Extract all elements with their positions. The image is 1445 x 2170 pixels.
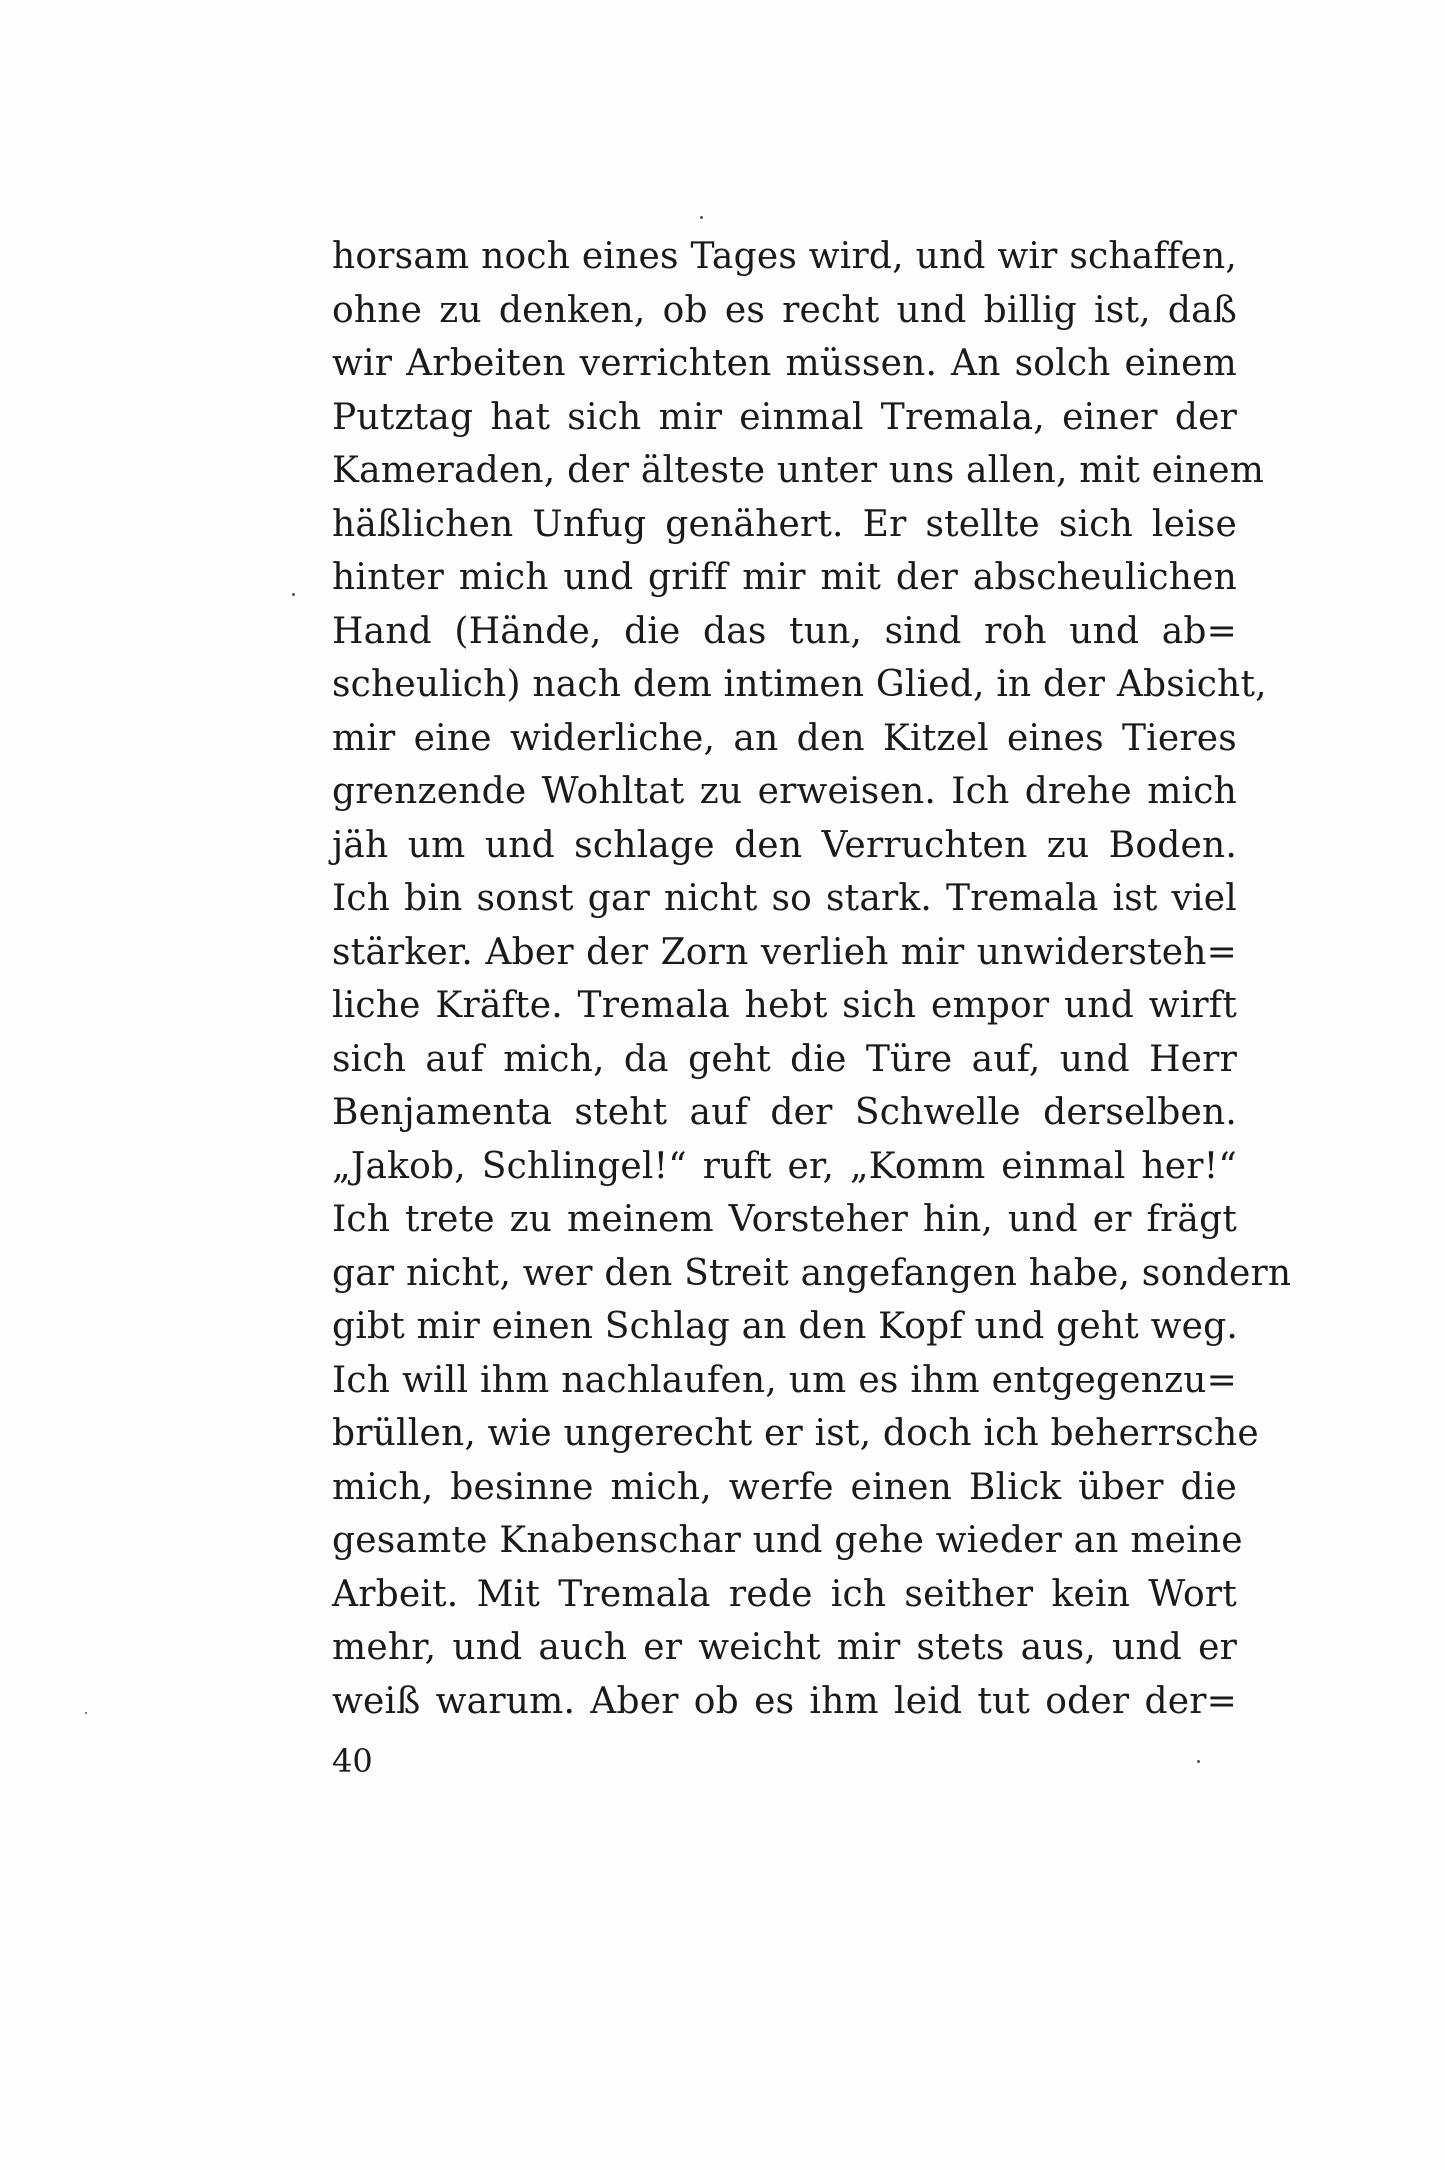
scan-speck: [85, 1712, 87, 1714]
text-line: Kameraden, der älteste unter uns allen, mit einem: [332, 450, 1265, 491]
page-number: 40: [332, 1742, 373, 1780]
text-line: brüllen, wie ungerecht er ist, doch ich beherrsche: [332, 1413, 1259, 1454]
text-line: hinter mich und griff mir mit der abscheulichen: [332, 557, 1237, 598]
text-line: mich, besinne mich, werfe einen Blick über die: [332, 1466, 1237, 1508]
text-line: Benjamenta steht auf der Schwelle derselben.: [332, 1092, 1237, 1133]
text-line: horsam noch eines Tages wird, und wir schaffen,: [332, 236, 1237, 277]
text-line: jäh um und schlage den Verruchten zu Boden.: [332, 824, 1237, 866]
body-text: [332, 230, 1292, 1728]
text-line: Putztag hat sich mir einmal Tremala, einer der: [332, 396, 1237, 438]
text-line: häßlichen Unfug genähert. Er stellte sich leise: [332, 503, 1237, 545]
text-line: gibt mir einen Schlag an den Kopf und geht weg.: [332, 1306, 1239, 1347]
text-line: Ich trete zu meinem Vorsteher hin, und er frägt: [332, 1199, 1237, 1240]
text-line: ohne zu denken, ob es recht und billig ist, daß: [332, 289, 1237, 331]
text-line: sich auf mich, da geht die Türe auf, und Herr: [332, 1038, 1237, 1080]
text-line: stärker. Aber der Zorn verlieh mir unwidersteh=: [332, 931, 1237, 973]
text-line: „Jakob, Schlingel!“ ruft er, „Komm einmal her!“: [332, 1145, 1237, 1187]
text-line: Ich will ihm nachlaufen, um es ihm entgegenzu=: [332, 1359, 1237, 1401]
text-line: wir Arbeiten verrichten müssen. An solch einem: [332, 343, 1237, 384]
text-line: liche Kräfte. Tremala hebt sich empor und wirft: [332, 985, 1237, 1026]
scan-speck: [292, 593, 295, 596]
text-line: Hand (Hände, die das tun, sind roh und ab=: [332, 610, 1237, 652]
scan-speck: [1197, 1760, 1200, 1763]
text-line: grenzende Wohltat zu erweisen. Ich drehe mich: [332, 771, 1237, 812]
text-line: weiß warum. Aber ob es ihm leid tut oder der=: [332, 1680, 1237, 1722]
text-line: Arbeit. Mit Tremala rede ich seither kein Wort: [332, 1573, 1237, 1615]
text-line: gesamte Knabenschar und gehe wieder an meine: [332, 1520, 1243, 1561]
scan-speck: [700, 216, 703, 219]
text-line: mehr, und auch er weicht mir stets aus, und er: [332, 1627, 1237, 1668]
text-line: gar nicht, wer den Streit angefangen habe, sondern: [332, 1252, 1292, 1294]
text-line: mir eine widerliche, an den Kitzel eines Tieres: [332, 717, 1237, 759]
text-line: Ich bin sonst gar nicht so stark. Tremala ist viel: [332, 878, 1237, 919]
text-line: scheulich) nach dem intimen Glied, in der Absicht,: [332, 664, 1267, 705]
